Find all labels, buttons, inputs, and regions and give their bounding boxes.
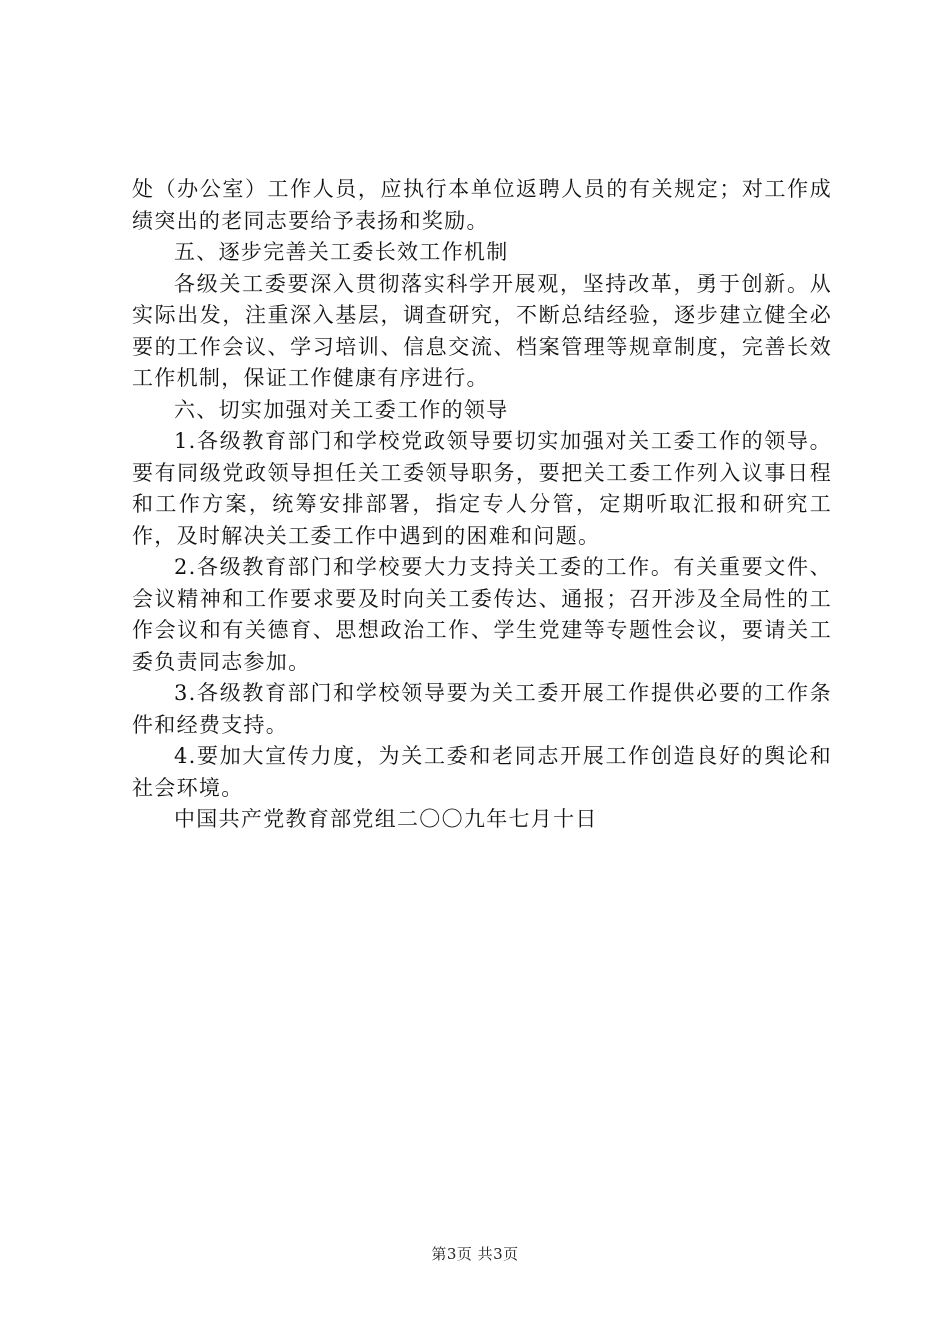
- document-body: [132, 174, 832, 836]
- list-item-2: 2.各级教育部门和学校要大力支持关工委的工作。有关重要文件、会议精神和工作要求要及时向关工委传达、通报；召开涉及全局性的工作会议和有关德育、思想政治工作、学生党建等专题性会议，要请关工委负责同志参加。: [132, 555, 832, 674]
- list-item-4: 4.要加大宣传力度，为关工委和老同志开展工作创造良好的舆论和社会环境。: [132, 744, 832, 800]
- paragraph-mechanism: 各级关工委要深入贯彻落实科学开展观，坚持改革，勇于创新。从实际出发，注重深入基层，调查研究，不断总结经验，逐步建立健全必要的工作会议、学习培训、信息交流、档案管理等规章制度，完善长效工作机制，保证工作健康有序进行。: [132, 271, 832, 390]
- section-heading-6: 六、切实加强对关工委工作的领导: [174, 397, 509, 422]
- paragraph-continuation: 处（办公室）工作人员，应执行本单位返聘人员的有关规定；对工作成绩突出的老同志要给予表扬和奖励。: [132, 177, 832, 233]
- section-heading-5: 五、逐步完善关工委长效工作机制: [174, 240, 509, 264]
- page-number-footer: 第3页 共3页: [431, 1245, 519, 1263]
- list-item-3: 3.各级教育部门和学校领导要为关工委开展工作提供必要的工作条件和经费支持。: [132, 681, 832, 737]
- list-item-1: 1.各级教育部门和学校党政领导要切实加强对关工委工作的领导。要有同级党政领导担任关工委领导职务，要把关工委工作列入议事日程和工作方案，统筹安排部署，指定专人分管，定期听取汇报和研究工作，及时解决关工委工作中遇到的困难和问题。: [132, 429, 832, 548]
- signature-date-line: 中国共产党教育部党组二〇〇九年七月十日: [174, 807, 598, 831]
